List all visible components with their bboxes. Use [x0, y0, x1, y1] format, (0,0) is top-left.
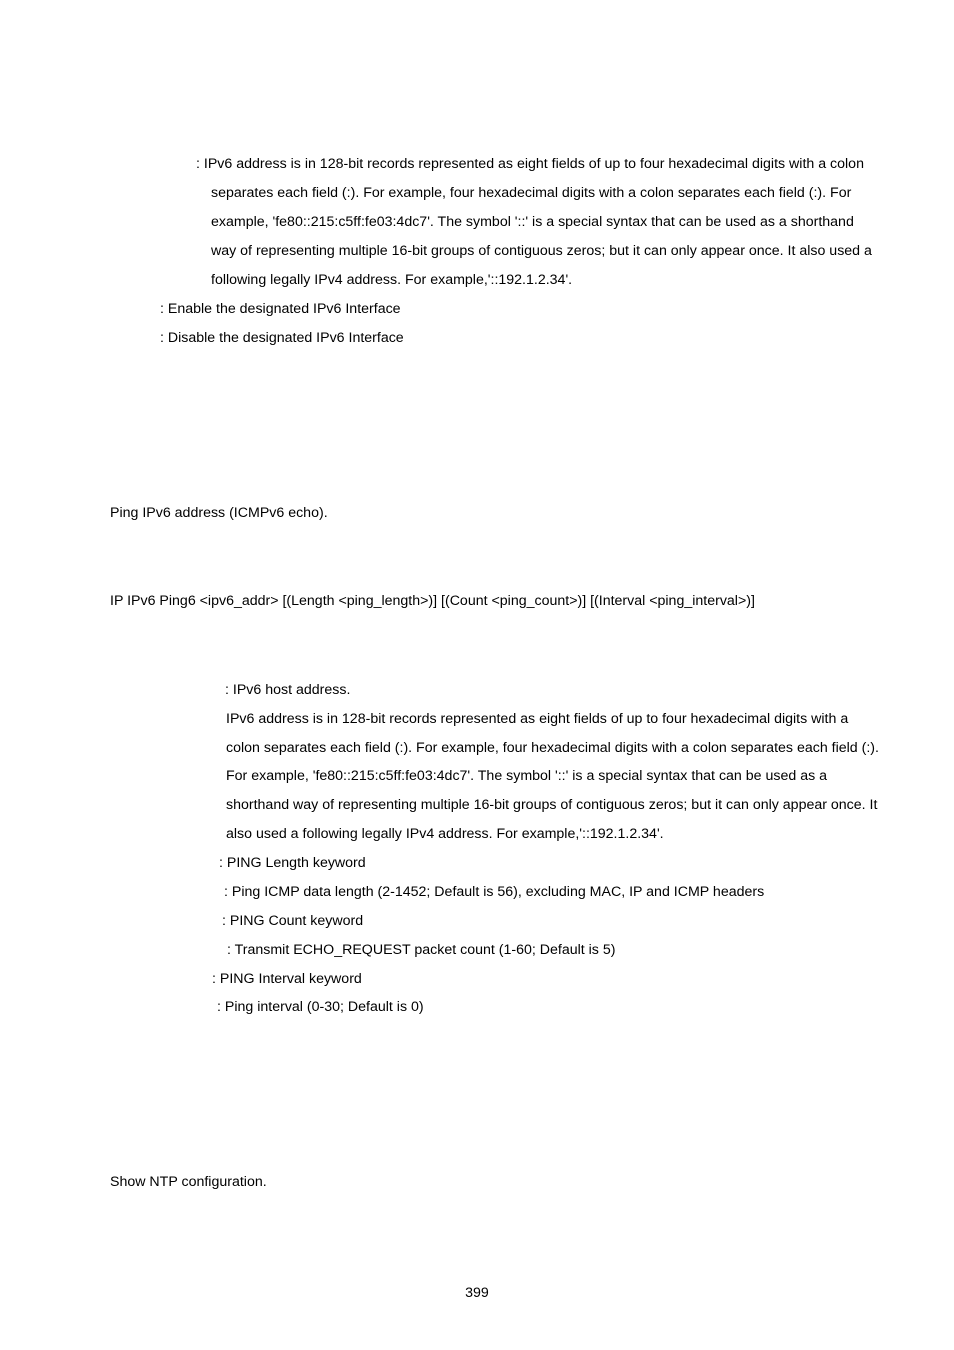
ipv6-host-param-line-1: : IPv6 host address.	[225, 682, 351, 698]
ipv6-address-param-line-1: : IPv6 address is in 128-bit records represented as eight fields of up to four hexadecimal digits with a colon	[196, 156, 864, 172]
ipv6-address-param-line-2: separates each field (:). For example, four hexadecimal digits with a colon separates each field (:). For	[211, 185, 852, 201]
ipv6-host-param-line-4: For example, 'fe80::215:c5ff:fe03:4dc7'. The symbol '::' is a special syntax that can be used as a	[226, 768, 828, 784]
disable-param-description: : Disable the designated IPv6 Interface	[160, 330, 404, 346]
ping6-syntax: IP IPv6 Ping6 <ipv6_addr> [(Length <ping_length>)] [(Count <ping_count>)] [(Interval <ping_interval>)]	[110, 593, 755, 609]
ntp-description: Show NTP configuration.	[110, 1174, 267, 1190]
ping6-description: Ping IPv6 address (ICMPv6 echo).	[110, 505, 328, 521]
ipv6-address-param-line-3: example, 'fe80::215:c5ff:fe03:4dc7'. The symbol '::' is a special syntax that can be used as a shorthand	[211, 214, 854, 230]
ipv6-host-param-line-2: IPv6 address is in 128-bit records represented as eight fields of up to four hexadecimal digits with a	[226, 711, 849, 727]
interval-keyword-description: : PING Interval keyword	[212, 971, 362, 987]
ipv6-address-param-line-5: following legally IPv4 address. For example,'::192.1.2.34'.	[211, 272, 573, 288]
ipv6-address-param-line-4: way of representing multiple 16-bit groups of contiguous zeros; but it can only appear once. It also used a	[211, 243, 872, 259]
length-value-description: : Ping ICMP data length (2-1452; Default is 56), excluding MAC, IP and ICMP headers	[224, 884, 765, 900]
page-number: 399	[465, 1285, 489, 1301]
ipv6-host-param-line-3: colon separates each field (:). For example, four hexadecimal digits with a colon separates each field (:).	[226, 740, 879, 756]
length-keyword-description: : PING Length keyword	[219, 855, 366, 871]
ipv6-host-param-line-5: shorthand way of representing multiple 16-bit groups of contiguous zeros; but it can only appear once. It	[226, 797, 878, 813]
interval-value-description: : Ping interval (0-30; Default is 0)	[217, 999, 424, 1015]
ipv6-host-param-line-6: also used a following legally IPv4 address. For example,'::192.1.2.34'.	[226, 826, 664, 842]
enable-param-description: : Enable the designated IPv6 Interface	[160, 301, 401, 317]
count-value-description: : Transmit ECHO_REQUEST packet count (1-60; Default is 5)	[227, 942, 616, 958]
count-keyword-description: : PING Count keyword	[222, 913, 364, 929]
